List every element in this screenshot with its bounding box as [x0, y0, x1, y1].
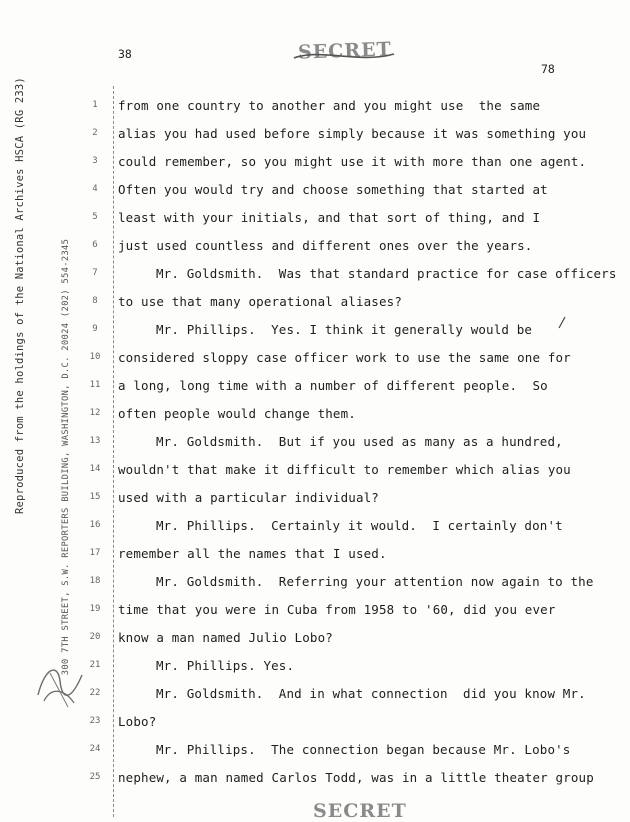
- page-number-right: 78: [541, 62, 555, 76]
- line-number: 12: [89, 408, 101, 418]
- transcript-line: could remember, so you might use it with more than one agent.: [118, 154, 587, 169]
- line-number: 6: [92, 240, 98, 250]
- line-number: 16: [89, 520, 101, 530]
- line-number: 24: [89, 744, 101, 754]
- line-number: 18: [89, 576, 101, 586]
- line-number: 1: [92, 100, 98, 110]
- reporter-address-note: 300 7TH STREET, S.W. REPORTERS BUILDING, WASHINGTON, D.C. 20024 (202) 554-2345: [61, 238, 71, 676]
- archive-provenance-note: Reproduced from the holdings of the National Archives HSCA (RG 233): [14, 77, 26, 514]
- line-number: 20: [89, 632, 101, 642]
- line-number: 3: [92, 156, 98, 166]
- line-number: 13: [89, 436, 101, 446]
- page-number-left: 38: [118, 47, 132, 61]
- secret-stamp-top: SECRET: [297, 38, 393, 64]
- transcript-line: often people would change them.: [118, 406, 356, 421]
- line-number: 5: [92, 212, 98, 222]
- transcript-line: least with your initials, and that sort of thing, and I: [118, 210, 541, 225]
- line-number: 23: [89, 716, 101, 726]
- transcript-line: Lobo?: [118, 714, 157, 729]
- transcript-line: Mr. Goldsmith. Referring your attention now again to the: [156, 574, 594, 589]
- line-number: 14: [89, 464, 101, 474]
- line-number: 4: [92, 184, 98, 194]
- transcript-line: a long, long time with a number of different people. So: [118, 378, 548, 393]
- line-number: 9: [92, 324, 98, 334]
- line-number: 2: [92, 128, 98, 138]
- transcript-line: from one country to another and you might use the same: [118, 98, 541, 113]
- line-number: 19: [89, 604, 101, 614]
- line-number: 11: [89, 380, 101, 390]
- transcript-line: used with a particular individual?: [118, 490, 379, 505]
- transcript-line: considered sloppy case officer work to use the same one for: [118, 350, 571, 365]
- transcript-line: time that you were in Cuba from 1958 to '60, did you ever: [118, 602, 556, 617]
- transcript-line: Mr. Phillips. Yes.: [156, 658, 295, 673]
- transcript-line: Often you would try and choose something that started at: [118, 182, 548, 197]
- transcript-line: Mr. Phillips. Certainly it would. I certainly don't: [156, 518, 563, 533]
- transcript-line: alias you had used before simply because it was something you: [118, 126, 587, 141]
- line-number: 8: [92, 296, 98, 306]
- line-number: 7: [92, 268, 98, 278]
- transcript-line: Mr. Phillips. Yes. I think it generally would be: [156, 322, 533, 337]
- transcript-line: to use that many operational aliases?: [118, 294, 402, 309]
- pencil-tick-mark: [556, 314, 570, 332]
- transcript-line: wouldn't that make it difficult to remember which alias you: [118, 462, 571, 477]
- line-number: 22: [89, 688, 101, 698]
- line-number: 15: [89, 492, 101, 502]
- secret-stamp-bottom: SECRET: [313, 800, 407, 822]
- transcript-line: Mr. Goldsmith. But if you used as many as a hundred,: [156, 434, 563, 449]
- transcript-line: remember all the names that I used.: [118, 546, 387, 561]
- transcript-line: just used countless and different ones over the years.: [118, 238, 533, 253]
- line-number: 10: [89, 352, 101, 362]
- line-number: 17: [89, 548, 101, 558]
- transcript-line: Mr. Phillips. The connection began because Mr. Lobo's: [156, 742, 571, 757]
- transcript-line: nephew, a man named Carlos Todd, was in a little theater group: [118, 770, 594, 785]
- handwritten-initials-mark: [30, 655, 90, 715]
- transcript-line: know a man named Julio Lobo?: [118, 630, 333, 645]
- transcript-line: Mr. Goldsmith. And in what connection did you know Mr.: [156, 686, 586, 701]
- transcript-line: Mr. Goldsmith. Was that standard practice for case officers: [156, 266, 617, 281]
- line-number: 21: [89, 660, 101, 670]
- left-margin-rule: [113, 86, 114, 817]
- stamp-strikethrough-mark: [290, 42, 400, 68]
- line-number: 25: [89, 772, 101, 782]
